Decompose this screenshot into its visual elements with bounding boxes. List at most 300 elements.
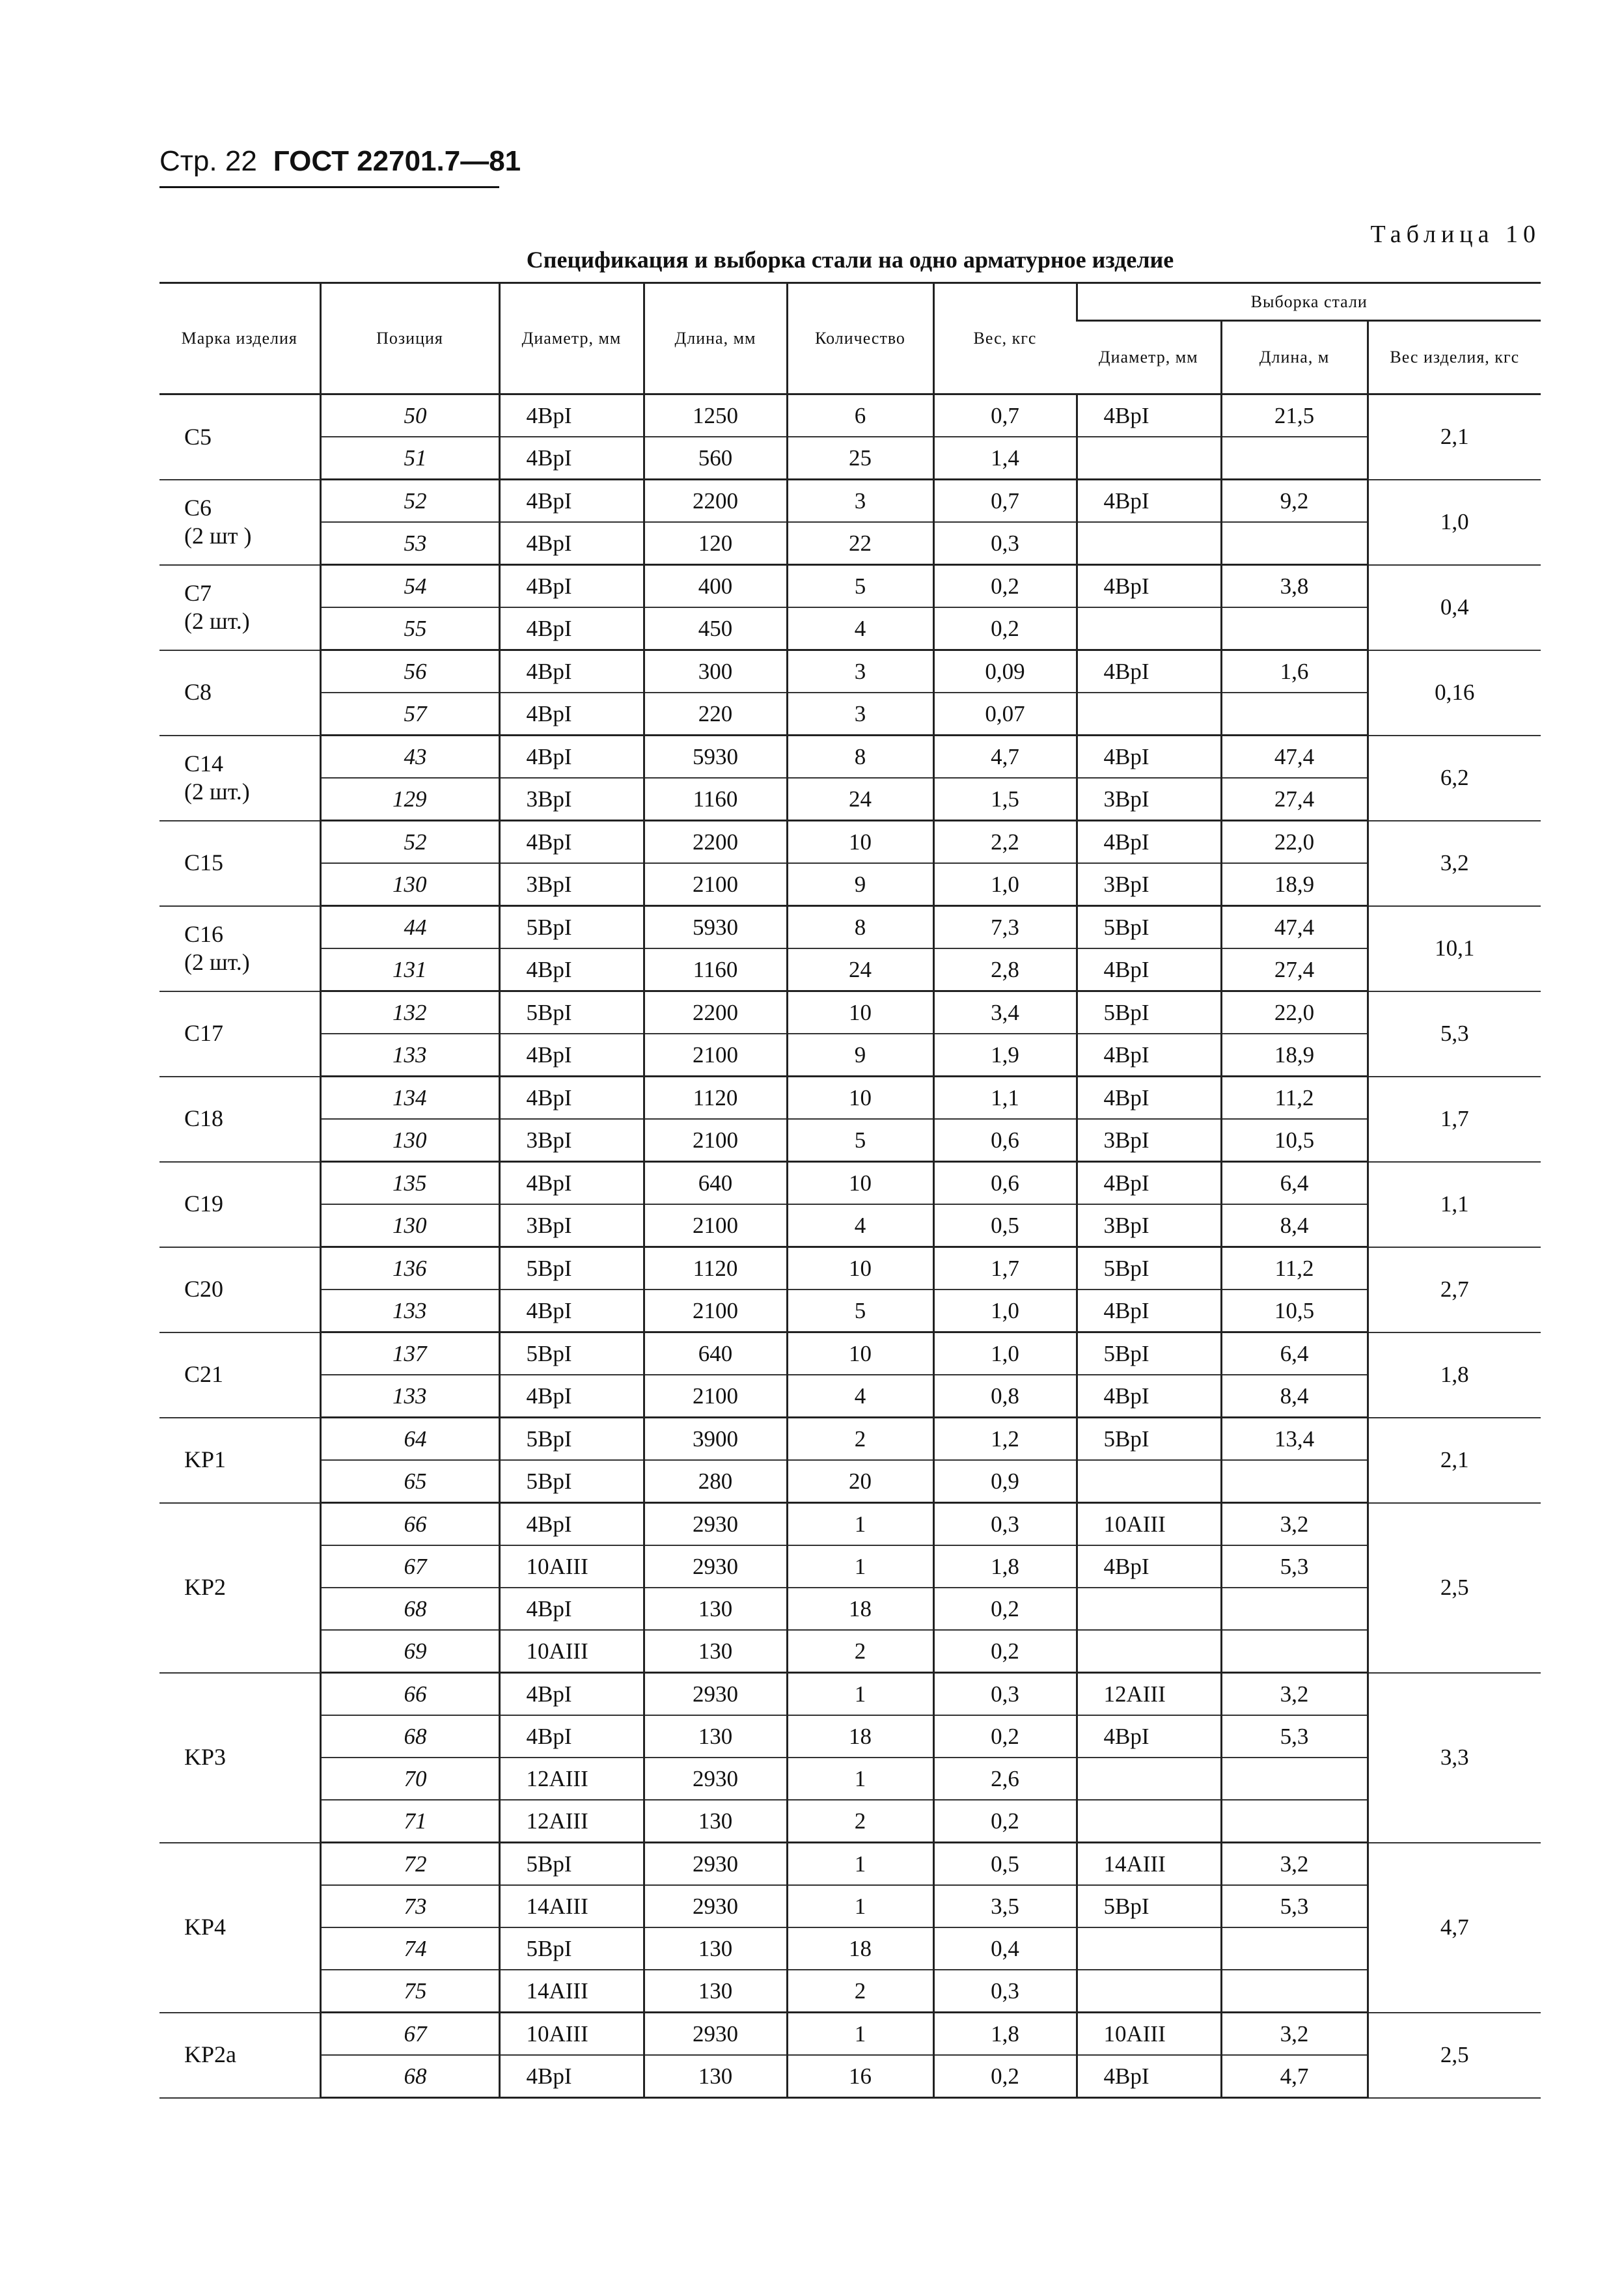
item-mark: C14 (2 шт.): [159, 736, 320, 821]
weight-cell: 0,5: [933, 1843, 1077, 1886]
position-cell: 67: [320, 2013, 499, 2056]
col-selection-header: Выборка стали: [1077, 283, 1541, 321]
quantity-cell: 1: [787, 1758, 933, 1800]
sel-diameter-cell: 3BpI: [1077, 1204, 1221, 1247]
position-cell: 56: [320, 650, 499, 693]
diameter-cell: 12AIII: [499, 1800, 644, 1843]
weight-cell: 0,3: [933, 1970, 1077, 2013]
sel-length-cell: 22,0: [1221, 821, 1368, 864]
table-number: Таблица 10: [1370, 221, 1541, 248]
diameter-cell: 3BpI: [499, 1119, 644, 1162]
diameter-cell: 4BpI: [499, 1162, 644, 1205]
sel-length-cell: [1221, 1588, 1368, 1630]
sel-diameter-cell: 4BpI: [1077, 1077, 1221, 1120]
length-cell: 120: [644, 522, 787, 565]
sel-length-cell: [1221, 1460, 1368, 1503]
quantity-cell: 4: [787, 1204, 933, 1247]
table-row: [159, 1588, 1541, 1630]
sel-length-cell: [1221, 1758, 1368, 1800]
table-row: [159, 2055, 1541, 2098]
sel-diameter-cell: 4BpI: [1077, 650, 1221, 693]
table-row: [159, 1545, 1541, 1588]
sel-length-cell: 47,4: [1221, 736, 1368, 779]
table-row: [159, 480, 1541, 523]
standard-code: ГОСТ 22701.7—81: [273, 145, 521, 177]
diameter-cell: 5BpI: [499, 991, 644, 1034]
sel-length-cell: 3,2: [1221, 1503, 1368, 1546]
sel-length-cell: 8,4: [1221, 1204, 1368, 1247]
table-row: [159, 1247, 1541, 1290]
item-mark: KP1: [159, 1418, 320, 1503]
weight-cell: 1,5: [933, 778, 1077, 821]
diameter-cell: 4BpI: [499, 693, 644, 736]
position-cell: 71: [320, 1800, 499, 1843]
position-cell: 68: [320, 2055, 499, 2098]
position-cell: 51: [320, 437, 499, 480]
length-cell: 2100: [644, 1119, 787, 1162]
weight-cell: 0,3: [933, 522, 1077, 565]
quantity-cell: 5: [787, 1119, 933, 1162]
sel-length-cell: 10,5: [1221, 1119, 1368, 1162]
sel-length-cell: [1221, 1927, 1368, 1970]
table-row: [159, 1800, 1541, 1843]
position-cell: 68: [320, 1588, 499, 1630]
col-mark-header: Марка изделия: [181, 329, 297, 348]
weight-cell: 4,7: [933, 736, 1077, 779]
sel-diameter-cell: [1077, 1758, 1221, 1800]
item-weight-cell: 3,2: [1368, 821, 1541, 906]
quantity-cell: 16: [787, 2055, 933, 2098]
position-cell: 135: [320, 1162, 499, 1205]
quantity-cell: 2: [787, 1630, 933, 1673]
sel-length-cell: 10,5: [1221, 1290, 1368, 1332]
quantity-cell: 1: [787, 2013, 933, 2056]
sel-diameter-cell: 5BpI: [1077, 906, 1221, 949]
col-diameter-header: Диаметр, мм: [499, 283, 644, 394]
position-cell: 73: [320, 1885, 499, 1927]
diameter-cell: 4BpI: [499, 437, 644, 480]
item-weight-cell: 2,5: [1368, 1503, 1541, 1673]
position-cell: 64: [320, 1418, 499, 1461]
sel-length-cell: 47,4: [1221, 906, 1368, 949]
length-cell: 3900: [644, 1418, 787, 1461]
length-cell: 640: [644, 1162, 787, 1205]
sel-length-cell: 3,2: [1221, 1843, 1368, 1886]
diameter-cell: 4BpI: [499, 2055, 644, 2098]
sel-length-cell: 6,4: [1221, 1162, 1368, 1205]
item-weight-cell: 0,4: [1368, 565, 1541, 650]
sel-diameter-cell: [1077, 437, 1221, 480]
diameter-cell: 4BpI: [499, 1503, 644, 1546]
sel-length-cell: 21,5: [1221, 394, 1368, 437]
quantity-cell: 3: [787, 693, 933, 736]
diameter-cell: 4BpI: [499, 1673, 644, 1716]
sel-diameter-cell: 4BpI: [1077, 948, 1221, 991]
sel-diameter-cell: 5BpI: [1077, 991, 1221, 1034]
sel-diameter-cell: 14AIII: [1077, 1843, 1221, 1886]
quantity-cell: 6: [787, 394, 933, 437]
quantity-cell: 10: [787, 1077, 933, 1120]
sel-length-cell: 1,6: [1221, 650, 1368, 693]
spec-table-body: [159, 394, 1541, 2098]
table-row: [159, 1758, 1541, 1800]
table-row: [159, 1290, 1541, 1332]
diameter-cell: 5BpI: [499, 1460, 644, 1503]
item-weight-cell: 0,16: [1368, 650, 1541, 736]
position-cell: 69: [320, 1630, 499, 1673]
weight-cell: 7,3: [933, 906, 1077, 949]
length-cell: 300: [644, 650, 787, 693]
length-cell: 130: [644, 1927, 787, 1970]
diameter-cell: 4BpI: [499, 1375, 644, 1418]
sel-diameter-cell: 4BpI: [1077, 736, 1221, 779]
length-cell: 2930: [644, 2013, 787, 2056]
diameter-cell: 4BpI: [499, 1715, 644, 1758]
header-underline: [159, 186, 499, 188]
quantity-cell: 8: [787, 906, 933, 949]
weight-cell: 2,2: [933, 821, 1077, 864]
weight-cell: 0,2: [933, 607, 1077, 650]
sel-length-cell: 3,8: [1221, 565, 1368, 608]
diameter-cell: 4BpI: [499, 650, 644, 693]
length-cell: 5930: [644, 736, 787, 779]
position-cell: 129: [320, 778, 499, 821]
sel-length-cell: [1221, 1970, 1368, 2013]
item-mark: C6 (2 шт ): [159, 480, 320, 565]
position-cell: 132: [320, 991, 499, 1034]
position-cell: 133: [320, 1034, 499, 1077]
item-weight-cell: 3,3: [1368, 1673, 1541, 1843]
table-row: [159, 1630, 1541, 1673]
sel-diameter-cell: [1077, 1800, 1221, 1843]
item-weight-cell: 1,8: [1368, 1332, 1541, 1418]
position-cell: 55: [320, 607, 499, 650]
item-mark: C16 (2 шт.): [159, 906, 320, 991]
diameter-cell: 5BpI: [499, 1843, 644, 1886]
sel-diameter-cell: 4BpI: [1077, 2055, 1221, 2098]
sel-diameter-cell: 5BpI: [1077, 1332, 1221, 1375]
table-row: [159, 1375, 1541, 1418]
quantity-cell: 2: [787, 1800, 933, 1843]
diameter-cell: 5BpI: [499, 906, 644, 949]
weight-cell: 1,7: [933, 1247, 1077, 1290]
length-cell: 2930: [644, 1545, 787, 1588]
length-cell: 280: [644, 1460, 787, 1503]
item-mark: KP3: [159, 1673, 320, 1843]
quantity-cell: 1: [787, 1843, 933, 1886]
table-row: [159, 693, 1541, 736]
length-cell: 2100: [644, 1290, 787, 1332]
table-row: [159, 1885, 1541, 1927]
position-cell: 133: [320, 1290, 499, 1332]
weight-cell: 2,6: [933, 1758, 1077, 1800]
sel-length-cell: [1221, 1630, 1368, 1673]
table-row: [159, 778, 1541, 821]
sel-length-cell: 5,3: [1221, 1885, 1368, 1927]
weight-cell: 0,5: [933, 1204, 1077, 1247]
sel-length-cell: 27,4: [1221, 948, 1368, 991]
diameter-cell: 14AIII: [499, 1885, 644, 1927]
length-cell: 2100: [644, 1204, 787, 1247]
length-cell: 1160: [644, 948, 787, 991]
weight-cell: 0,3: [933, 1673, 1077, 1716]
position-cell: 72: [320, 1843, 499, 1886]
weight-cell: 2,8: [933, 948, 1077, 991]
table-title: Спецификация и выборка стали на одно арматурное изделие: [526, 247, 1174, 273]
diameter-cell: 5BpI: [499, 1927, 644, 1970]
quantity-cell: 1: [787, 1673, 933, 1716]
position-cell: 44: [320, 906, 499, 949]
sel-diameter-cell: 3BpI: [1077, 1119, 1221, 1162]
quantity-cell: 5: [787, 565, 933, 608]
table-row: [159, 1927, 1541, 1970]
length-cell: 130: [644, 1715, 787, 1758]
length-cell: 130: [644, 1630, 787, 1673]
sel-length-cell: 3,2: [1221, 2013, 1368, 2056]
sel-length-cell: 18,9: [1221, 1034, 1368, 1077]
weight-cell: 1,1: [933, 1077, 1077, 1120]
item-weight-cell: 6,2: [1368, 736, 1541, 821]
diameter-cell: 4BpI: [499, 1034, 644, 1077]
length-cell: 130: [644, 1588, 787, 1630]
table-row: [159, 607, 1541, 650]
weight-cell: 0,3: [933, 1503, 1077, 1546]
quantity-cell: 2: [787, 1418, 933, 1461]
position-cell: 52: [320, 480, 499, 523]
item-mark: C18: [159, 1077, 320, 1162]
item-weight-cell: 2,1: [1368, 1418, 1541, 1503]
item-mark: C7 (2 шт.): [159, 565, 320, 650]
position-cell: 53: [320, 522, 499, 565]
position-cell: 66: [320, 1503, 499, 1546]
item-mark: C5: [159, 394, 320, 480]
sel-diameter-cell: 5BpI: [1077, 1418, 1221, 1461]
diameter-cell: 4BpI: [499, 948, 644, 991]
length-cell: 2200: [644, 821, 787, 864]
quantity-cell: 10: [787, 991, 933, 1034]
position-cell: 136: [320, 1247, 499, 1290]
weight-cell: 0,6: [933, 1119, 1077, 1162]
sel-diameter-cell: [1077, 1460, 1221, 1503]
col-quantity-header: Количество: [787, 283, 933, 394]
item-weight-cell: 2,5: [1368, 2013, 1541, 2098]
length-cell: 1250: [644, 394, 787, 437]
table-row: [159, 948, 1541, 991]
diameter-cell: 4BpI: [499, 522, 644, 565]
diameter-cell: 5BpI: [499, 1247, 644, 1290]
table-row: [159, 2013, 1541, 2056]
length-cell: 2100: [644, 1034, 787, 1077]
position-cell: 66: [320, 1673, 499, 1716]
table-row: [159, 437, 1541, 480]
quantity-cell: 18: [787, 1588, 933, 1630]
quantity-cell: 10: [787, 1332, 933, 1375]
length-cell: 560: [644, 437, 787, 480]
diameter-cell: 10AIII: [499, 2013, 644, 2056]
item-weight-cell: 4,7: [1368, 1843, 1541, 2013]
weight-cell: 1,8: [933, 2013, 1077, 2056]
length-cell: 1120: [644, 1247, 787, 1290]
quantity-cell: 25: [787, 437, 933, 480]
position-cell: 131: [320, 948, 499, 991]
item-mark: C15: [159, 821, 320, 906]
quantity-cell: 10: [787, 1162, 933, 1205]
position-cell: 52: [320, 821, 499, 864]
weight-cell: 0,2: [933, 565, 1077, 608]
sel-diameter-cell: 3BpI: [1077, 778, 1221, 821]
table-row: [159, 821, 1541, 864]
weight-cell: 1,9: [933, 1034, 1077, 1077]
length-cell: 2930: [644, 1885, 787, 1927]
quantity-cell: 3: [787, 480, 933, 523]
table-row: [159, 1034, 1541, 1077]
sel-length-cell: 11,2: [1221, 1077, 1368, 1120]
position-cell: 137: [320, 1332, 499, 1375]
item-mark: C8: [159, 650, 320, 736]
sel-length-cell: 22,0: [1221, 991, 1368, 1034]
diameter-cell: 4BpI: [499, 565, 644, 608]
length-cell: 130: [644, 1800, 787, 1843]
sel-diameter-cell: [1077, 1588, 1221, 1630]
length-cell: 1120: [644, 1077, 787, 1120]
sel-diameter-cell: 4BpI: [1077, 394, 1221, 437]
item-weight-cell: 2,1: [1368, 394, 1541, 480]
diameter-cell: 4BpI: [499, 1588, 644, 1630]
position-cell: 65: [320, 1460, 499, 1503]
quantity-cell: 22: [787, 522, 933, 565]
item-mark: KP2a: [159, 2013, 320, 2098]
spec-table: [159, 282, 1541, 2099]
sel-length-cell: [1221, 522, 1368, 565]
sel-diameter-cell: 12AIII: [1077, 1673, 1221, 1716]
length-cell: 2930: [644, 1758, 787, 1800]
quantity-cell: 20: [787, 1460, 933, 1503]
length-cell: 2930: [644, 1673, 787, 1716]
length-cell: 640: [644, 1332, 787, 1375]
table-row: [159, 1460, 1541, 1503]
table-row: [159, 1162, 1541, 1205]
page-number: Стр. 22: [159, 145, 257, 177]
quantity-cell: 10: [787, 1247, 933, 1290]
item-mark: KP4: [159, 1843, 320, 2013]
quantity-cell: 8: [787, 736, 933, 779]
sel-length-cell: 8,4: [1221, 1375, 1368, 1418]
weight-cell: 0,9: [933, 1460, 1077, 1503]
weight-cell: 0,2: [933, 1715, 1077, 1758]
sel-diameter-cell: [1077, 1927, 1221, 1970]
weight-cell: 1,0: [933, 863, 1077, 906]
quantity-cell: 4: [787, 1375, 933, 1418]
quantity-cell: 5: [787, 1290, 933, 1332]
quantity-cell: 4: [787, 607, 933, 650]
sel-length-cell: [1221, 1800, 1368, 1843]
position-cell: 133: [320, 1375, 499, 1418]
quantity-cell: 2: [787, 1970, 933, 2013]
position-cell: 130: [320, 863, 499, 906]
sel-diameter-cell: [1077, 1630, 1221, 1673]
item-weight-cell: 1,7: [1368, 1077, 1541, 1162]
item-weight-cell: 2,7: [1368, 1247, 1541, 1332]
diameter-cell: 4BpI: [499, 394, 644, 437]
col-sel-diameter-header: Диаметр, мм: [1098, 348, 1198, 367]
length-cell: 5930: [644, 906, 787, 949]
quantity-cell: 24: [787, 948, 933, 991]
sel-diameter-cell: 4BpI: [1077, 1545, 1221, 1588]
page-header: [159, 145, 521, 178]
weight-cell: 0,09: [933, 650, 1077, 693]
table-row: [159, 1119, 1541, 1162]
weight-cell: 3,4: [933, 991, 1077, 1034]
weight-cell: 1,0: [933, 1290, 1077, 1332]
quantity-cell: 1: [787, 1503, 933, 1546]
sel-diameter-cell: 5BpI: [1077, 1247, 1221, 1290]
table-row: [159, 906, 1541, 949]
table-row: [159, 650, 1541, 693]
item-weight-cell: 10,1: [1368, 906, 1541, 991]
item-mark: C19: [159, 1162, 320, 1247]
sel-diameter-cell: [1077, 693, 1221, 736]
length-cell: 2100: [644, 1375, 787, 1418]
diameter-cell: 4BpI: [499, 480, 644, 523]
sel-length-cell: 3,2: [1221, 1673, 1368, 1716]
sel-diameter-cell: 4BpI: [1077, 1375, 1221, 1418]
weight-cell: 0,4: [933, 1927, 1077, 1970]
quantity-cell: 9: [787, 863, 933, 906]
quantity-cell: 10: [787, 821, 933, 864]
weight-cell: 0,2: [933, 2055, 1077, 2098]
col-length-header: Длина, мм: [644, 283, 787, 394]
diameter-cell: 3BpI: [499, 863, 644, 906]
sel-diameter-cell: 10AIII: [1077, 2013, 1221, 2056]
table-row: [159, 1332, 1541, 1375]
item-weight-cell: 1,0: [1368, 480, 1541, 565]
item-mark: C20: [159, 1247, 320, 1332]
item-weight-cell: 1,1: [1368, 1162, 1541, 1247]
table-row: [159, 1843, 1541, 1886]
sel-length-cell: 11,2: [1221, 1247, 1368, 1290]
diameter-cell: 3BpI: [499, 778, 644, 821]
quantity-cell: 9: [787, 1034, 933, 1077]
diameter-cell: 3BpI: [499, 1204, 644, 1247]
table-row: [159, 1673, 1541, 1716]
diameter-cell: 4BpI: [499, 607, 644, 650]
quantity-cell: 18: [787, 1927, 933, 1970]
position-cell: 50: [320, 394, 499, 437]
weight-cell: 3,5: [933, 1885, 1077, 1927]
sel-diameter-cell: [1077, 1970, 1221, 2013]
quantity-cell: 18: [787, 1715, 933, 1758]
length-cell: 220: [644, 693, 787, 736]
sel-length-cell: 5,3: [1221, 1715, 1368, 1758]
weight-cell: 0,7: [933, 394, 1077, 437]
length-cell: 2200: [644, 991, 787, 1034]
position-cell: 54: [320, 565, 499, 608]
diameter-cell: 4BpI: [499, 736, 644, 779]
diameter-cell: 4BpI: [499, 1077, 644, 1120]
table-row: [159, 522, 1541, 565]
length-cell: 2930: [644, 1843, 787, 1886]
sel-length-cell: 9,2: [1221, 480, 1368, 523]
weight-cell: 0,2: [933, 1588, 1077, 1630]
sel-diameter-cell: 10AIII: [1077, 1503, 1221, 1546]
table-row: [159, 1970, 1541, 2013]
sel-length-cell: 6,4: [1221, 1332, 1368, 1375]
sel-diameter-cell: 4BpI: [1077, 565, 1221, 608]
col-position-header: Позиция: [320, 283, 499, 394]
sel-diameter-cell: [1077, 607, 1221, 650]
sel-diameter-cell: 4BpI: [1077, 1034, 1221, 1077]
table-row: [159, 736, 1541, 779]
